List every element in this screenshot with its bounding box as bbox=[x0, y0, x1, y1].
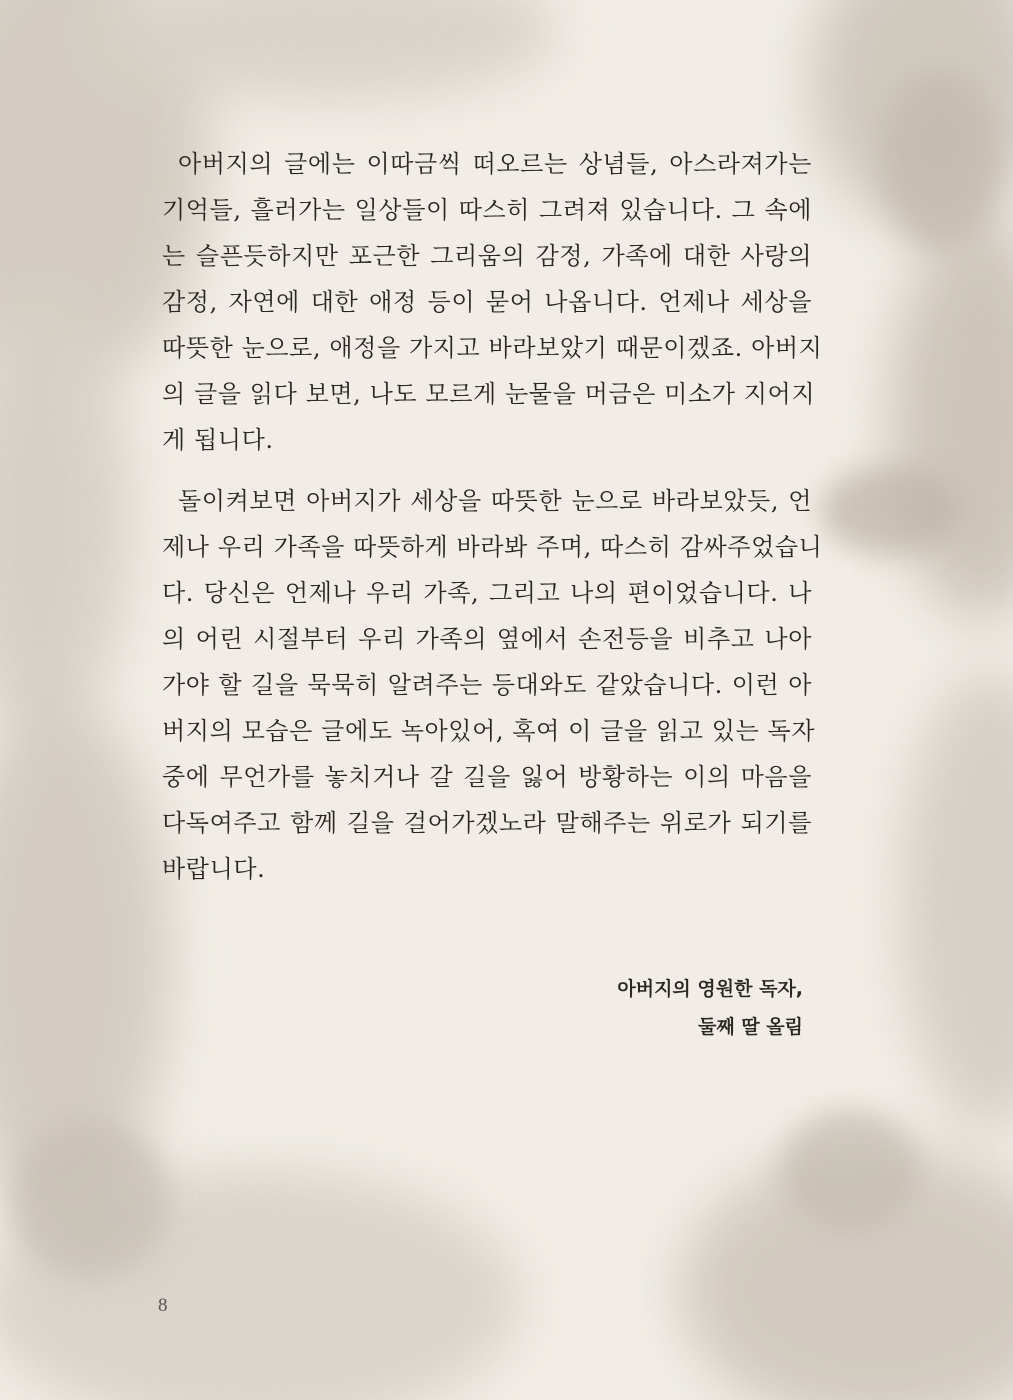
paragraph-1-line: 따뜻한 눈으로, 애정을 가지고 바라보았기 때문이겠죠. 아버지 bbox=[162, 334, 823, 362]
paragraph-1-line: 의 글을 읽다 보면, 나도 모르게 눈물을 머금은 미소가 지어지 bbox=[162, 380, 816, 408]
paragraph-2-line: 바랍니다. bbox=[162, 855, 266, 883]
paragraph-2 bbox=[162, 478, 823, 892]
paragraph-2-line: 제나 우리 가족을 따뜻하게 바라봐 주며, 따스히 감싸주었습니 bbox=[162, 533, 823, 561]
paragraph-1 bbox=[162, 141, 823, 463]
signature-line-2: 둘째 딸 올림 bbox=[698, 1016, 803, 1038]
paragraph-2-line: 돌이켜보면 아버지가 세상을 따뜻한 눈으로 바라보았듯, 언 bbox=[178, 487, 812, 515]
paragraph-1-line: 게 됩니다. bbox=[162, 426, 274, 454]
paragraph-2-line: 가야 할 길을 묵묵히 알려주는 등대와도 같았습니다. 이런 아 bbox=[162, 671, 812, 699]
signature bbox=[617, 970, 803, 1046]
paragraph-1-line: 기억들, 흘러가는 일상들이 따스히 그려져 있습니다. 그 속에 bbox=[162, 196, 812, 224]
paragraph-2-line: 다. 당신은 언제나 우리 가족, 그리고 나의 편이었습니다. 나 bbox=[162, 579, 812, 607]
paragraph-1-line: 감정, 자연에 대한 애정 등이 묻어 나옵니다. 언제나 세상을 bbox=[162, 288, 812, 316]
paragraph-1-line: 아버지의 글에는 이따금씩 떠오르는 상념들, 아스라져가는 bbox=[178, 150, 812, 178]
signature-line-1: 아버지의 영원한 독자, bbox=[617, 978, 803, 1000]
paragraph-1-line: 는 슬픈듯하지만 포근한 그리움의 감정, 가족에 대한 사랑의 bbox=[162, 242, 812, 270]
paragraph-2-line: 중에 무언가를 놓치거나 갈 길을 잃어 방황하는 이의 마음을 bbox=[162, 763, 812, 791]
paragraph-2-line: 의 어린 시절부터 우리 가족의 옆에서 손전등을 비추고 나아 bbox=[162, 625, 812, 653]
paragraph-2-line: 다독여주고 함께 길을 걸어가겠노라 말해주는 위로가 되기를 bbox=[162, 809, 812, 837]
page-number: 8 bbox=[158, 1295, 168, 1316]
paragraph-2-line: 버지의 모습은 글에도 녹아있어, 혹여 이 글을 읽고 있는 독자 bbox=[162, 717, 816, 745]
